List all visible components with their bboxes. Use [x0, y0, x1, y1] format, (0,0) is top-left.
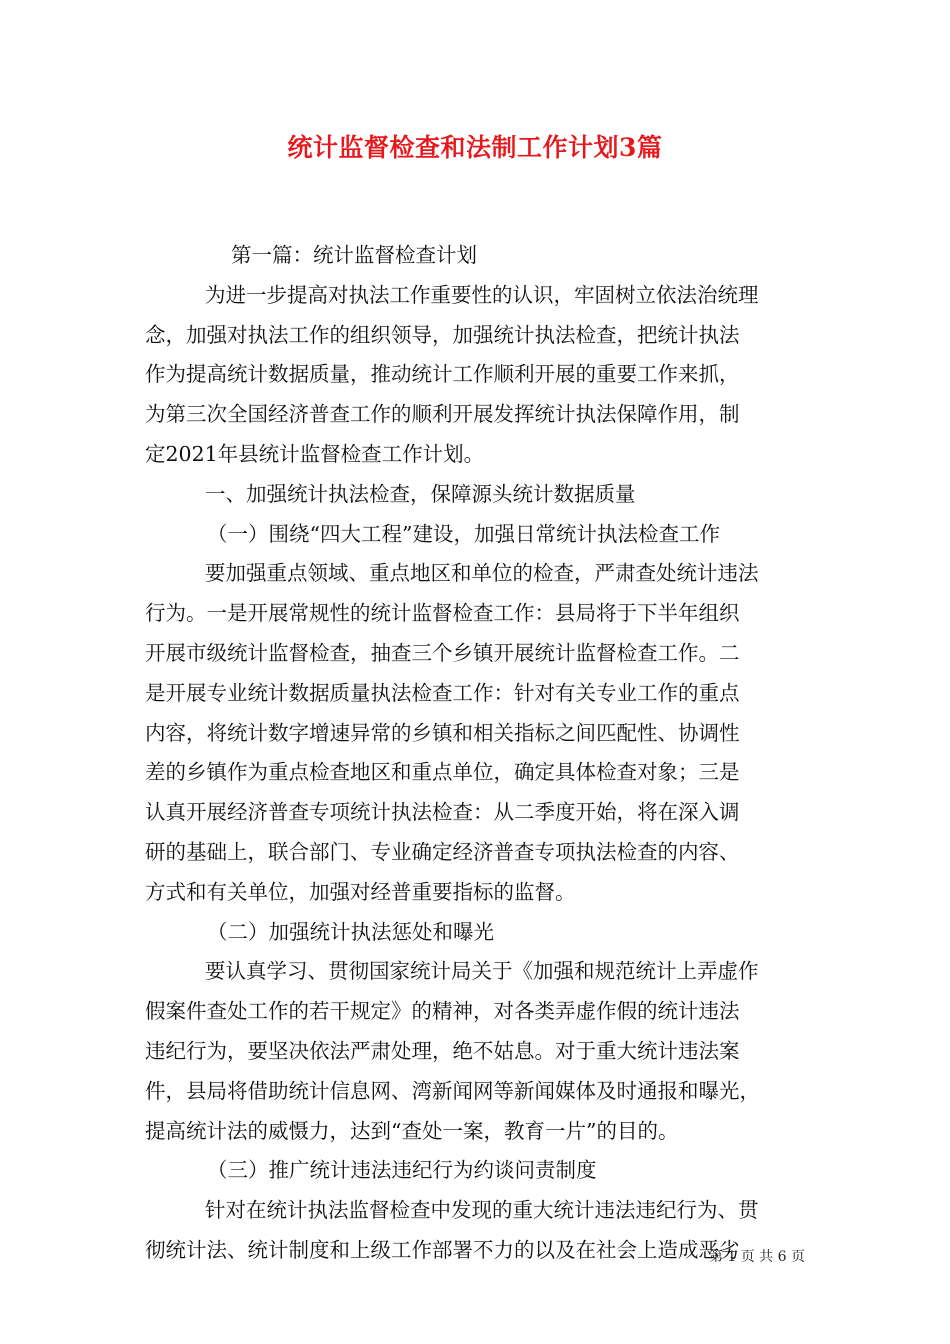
body-line: 彻统计法、统计制度和上级工作部署不力的以及在社会上造成恶劣	[145, 1237, 740, 1262]
body-line: （三）推广统计违法违纪行为约谈问责制度	[207, 1158, 597, 1183]
body-line: 要加强重点领域、重点地区和单位的检查，严肃查处统计违法	[205, 561, 759, 586]
body-line: 开展市级统计监督检查，抽查三个乡镇开展统计监督检查工作。二	[145, 640, 740, 665]
body-line: 提高统计法的威慑力，达到“查处一案，教育一片”的目的。	[145, 1118, 679, 1143]
page-footer: 第 1 页 共 6 页	[708, 1249, 805, 1265]
body-line: 方式和有关单位，加强对经普重要指标的监督。	[145, 879, 576, 904]
body-line: 差的乡镇作为重点检查地区和重点单位，确定具体检查对象；三是	[145, 760, 740, 785]
body-line: （一）围绕“四大工程”建设，加强日常统计执法检查工作	[207, 521, 720, 546]
body-line: （二）加强统计执法惩处和曝光	[207, 919, 494, 944]
body-line: 违纪行为，要坚决依法严肃处理，绝不姑息。对于重大统计违法案	[145, 1038, 740, 1063]
body-line: 研的基础上，联合部门、专业确定经济普查专项执法检查的内容、	[145, 839, 740, 864]
body-line: 念，加强对执法工作的组织领导，加强统计执法检查，把统计执法	[145, 322, 740, 347]
body-line: 为进一步提高对执法工作重要性的认识，牢固树立依法治统理	[205, 282, 759, 307]
body-line: 要认真学习、贯彻国家统计局关于《加强和规范统计上弄虚作	[205, 959, 759, 984]
body-line: 是开展专业统计数据质量执法检查工作：针对有关专业工作的重点	[145, 680, 740, 705]
body-line: 内容，将统计数字增速异常的乡镇和相关指标之间匹配性、协调性	[145, 720, 740, 745]
body-line: 作为提高统计数据质量，推动统计工作顺利开展的重要工作来抓，	[145, 362, 740, 387]
body-line: 行为。一是开展常规性的统计监督检查工作：县局将于下半年组织	[145, 601, 740, 626]
body-line: 针对在统计执法监督检查中发现的重大统计违法违纪行为、贯	[205, 1198, 759, 1223]
body-line: 认真开展经济普查专项统计执法检查：从二季度开始，将在深入调	[145, 800, 740, 825]
body-line: 件，县局将借助统计信息网、湾新闻网等新闻媒体及时通报和曝光，	[145, 1078, 760, 1103]
body-line: 定2021年县统计监督检查工作计划。	[145, 441, 485, 466]
body-line: 第一篇：统计监督检查计划	[231, 243, 477, 267]
document-title: 统计监督检查和法制工作计划3篇	[287, 133, 663, 162]
body-line: 假案件查处工作的若干规定》的精神，对各类弄虚作假的统计违法	[145, 999, 740, 1024]
document-body	[145, 236, 807, 1271]
body-line: 为第三次全国经济普查工作的顺利开展发挥统计执法保障作用，制	[145, 402, 740, 427]
body-line: 一、加强统计执法检查，保障源头统计数据质量	[205, 481, 636, 506]
